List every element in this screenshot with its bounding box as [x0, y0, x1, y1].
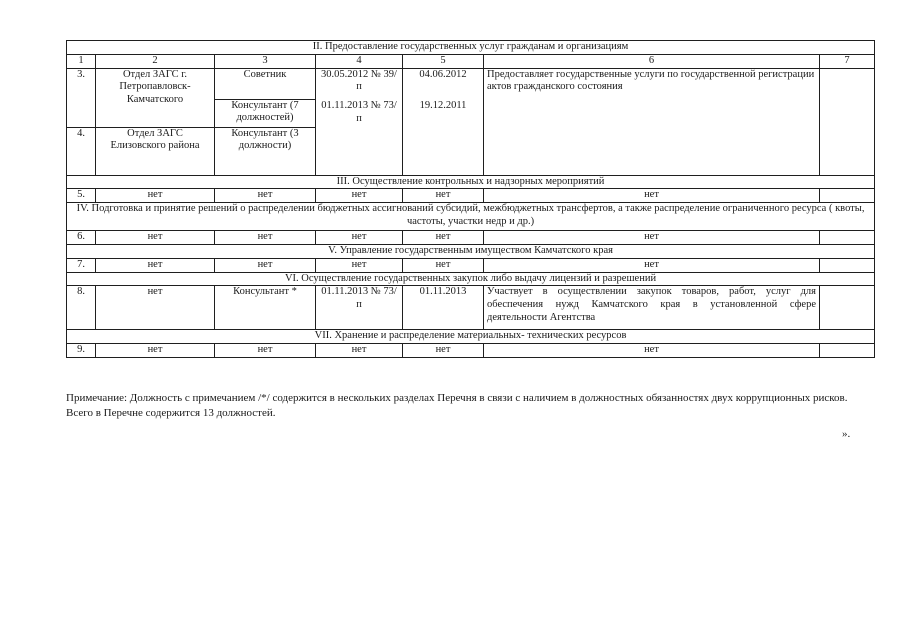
column-number-4: 4 — [316, 54, 403, 68]
section-6-header: VI. Осуществление государственных закупок либо выдачу лицензий и разрешений — [67, 272, 875, 286]
table-row-3 — [67, 68, 875, 99]
closing-quote-mark: ». — [842, 428, 851, 440]
row-4-number: 4. — [67, 127, 96, 175]
section-5-header: V. Управление государственным имуществом Камчатского края — [67, 244, 875, 258]
column-number-1: 1 — [67, 54, 96, 68]
column-number-3: 3 — [215, 54, 316, 68]
row-5-col3: нет — [215, 189, 316, 203]
row-9-col5: нет — [403, 344, 484, 358]
row-5-col5: нет — [403, 189, 484, 203]
row-3-date-order-a: 30.05.2012 № 39/п — [316, 68, 403, 99]
row-7-col2: нет — [96, 258, 215, 272]
row-7-col5: нет — [403, 258, 484, 272]
row-4-unit: Отдел ЗАГС Елизовского района — [96, 127, 215, 175]
row-9-col2: нет — [96, 344, 215, 358]
row-3-col5-a: 04.06.2012 — [403, 68, 484, 99]
row-9-col4: нет — [316, 344, 403, 358]
row-3-unit: Отдел ЗАГС г. Петропавловск-Камчатского — [96, 68, 215, 127]
row-9-col7 — [820, 344, 875, 358]
positions-table — [66, 40, 875, 358]
section-4-header: IV. Подготовка и принятие решений о распределении бюджетных ассигнований субсидий, межбюджетных трансфертов, а также распределение ограниченного ресурса ( квоты, частоты, участки недр и др.) — [67, 203, 875, 231]
row-8-date-order: 01.11.2013 № 73/п — [316, 286, 403, 330]
row-9-col3: нет — [215, 344, 316, 358]
row-8-col5: 01.11.2013 — [403, 286, 484, 330]
table-row-8 — [67, 286, 875, 330]
row-9-col6: нет — [484, 344, 820, 358]
row-3-description: Предоставляет государственные услуги по государственной регистрации актов гражданского состояния — [484, 68, 820, 175]
row-3-position-consultant: Консультант (7 должностей) — [215, 99, 316, 127]
row-8-number: 8. — [67, 286, 96, 330]
row-7-col7 — [820, 258, 875, 272]
section-2-header: II. Предоставление государственных услуг гражданам и организациям — [67, 41, 875, 55]
column-number-7: 7 — [820, 54, 875, 68]
row-7-col6: нет — [484, 258, 820, 272]
column-number-6: 6 — [484, 54, 820, 68]
row-8-col7 — [820, 286, 875, 330]
row-3-position-advisor: Советник — [215, 68, 316, 99]
row-5-col2: нет — [96, 189, 215, 203]
section-3-header: III. Осуществление контрольных и надзорных мероприятий — [67, 175, 875, 189]
row-6-col2: нет — [96, 231, 215, 245]
column-numbers-row — [67, 54, 875, 68]
row-5-col4: нет — [316, 189, 403, 203]
row-8-col2: нет — [96, 286, 215, 330]
row-5-col7 — [820, 189, 875, 203]
column-number-2: 2 — [96, 54, 215, 68]
row-5-col6: нет — [484, 189, 820, 203]
row-7-col3: нет — [215, 258, 316, 272]
row-7-col4: нет — [316, 258, 403, 272]
table-row-7 — [67, 258, 875, 272]
row-9-number: 9. — [67, 344, 96, 358]
row-5-number: 5. — [67, 189, 96, 203]
row-4-position: Консультант (3 должности) — [215, 127, 316, 175]
footnote: Примечание: Должность с примечанием /*/ содержится в нескольких разделах Перечня в связи с наличием в должностных обязанностях двух коррупционных рисков. Всего в Перечне содержится 13 должностей. — [66, 392, 848, 419]
section-7-header: VII. Хранение и распределение материальных- технических ресурсов — [67, 330, 875, 344]
row-6-number: 6. — [67, 231, 96, 245]
column-number-5: 5 — [403, 54, 484, 68]
row-6-col4: нет — [316, 231, 403, 245]
table-row-9 — [67, 344, 875, 358]
row-3-number: 3. — [67, 68, 96, 127]
row-6-col5: нет — [403, 231, 484, 245]
row-3-col5-b: 19.12.2011 — [403, 99, 484, 175]
row-3-date-order-b: 01.11.2013 № 73/п — [316, 99, 403, 175]
table-row-5 — [67, 189, 875, 203]
row-8-description: Участвует в осуществлении закупок товаров, работ, услуг для обеспечения нужд Камчатского края в установленной сфере деятельности Агентства — [484, 286, 820, 330]
table-row-6 — [67, 231, 875, 245]
row-6-col3: нет — [215, 231, 316, 245]
row-7-number: 7. — [67, 258, 96, 272]
row-6-col7 — [820, 231, 875, 245]
row-6-col6: нет — [484, 231, 820, 245]
row-8-position: Консультант * — [215, 286, 316, 330]
row-3-col7 — [820, 68, 875, 175]
